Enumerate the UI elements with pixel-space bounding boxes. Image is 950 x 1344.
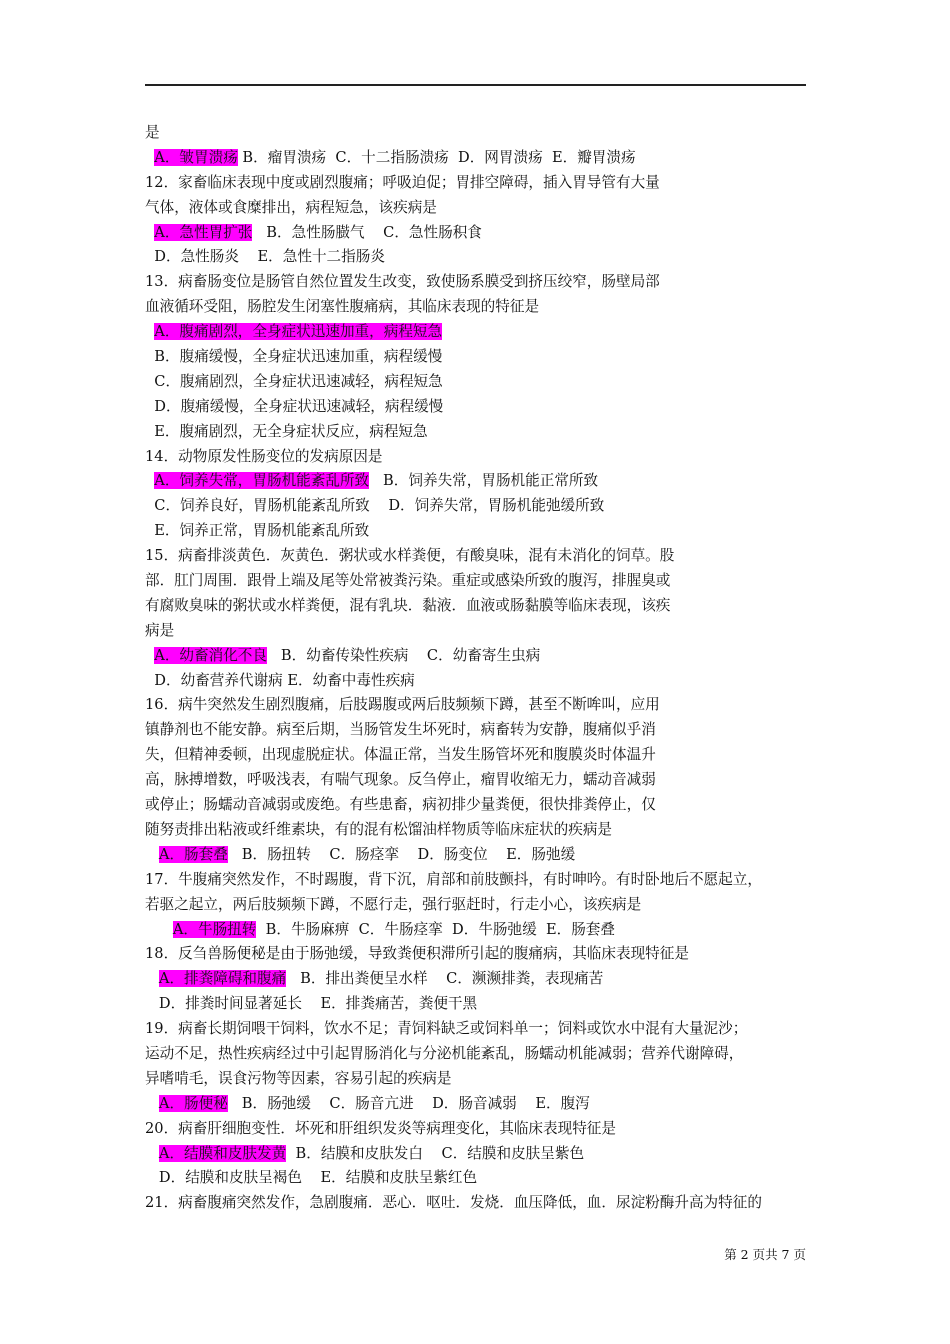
line-text: B．急性肠臌气 C．急性肠积食 [252, 223, 482, 241]
line-text: 13．病畜肠变位是肠管自然位置发生改变，致使肠系膜受到挤压绞窄，肠壁局部 [145, 273, 660, 291]
line-indent [145, 921, 173, 938]
line-text: 18．反刍兽肠便秘是由于肠弛缓，导致粪便积滞所引起的腹痛病，其临床表现特征是 [145, 945, 689, 963]
line-indent [145, 373, 154, 390]
line-text: 15．病畜排淡黄色．灰黄色．粥状或水样粪便，有酸臭味，混有未消化的饲草。股 [145, 547, 675, 565]
line-text: 17．牛腹痛突然发作，不时踢腹，背下沉，肩部和前肢颤抖，有时呻吟。有时卧地后不愿起立， [145, 870, 762, 888]
line-indent [145, 995, 159, 1012]
text-line [145, 868, 815, 893]
line-text: B．结膜和皮肤发白 C．结膜和皮肤呈紫色 [286, 1144, 585, 1162]
text-line [145, 221, 815, 246]
line-text: 16．病牛突然发生剧烈腹痛，后肢踢腹或两后肢频频下蹲，甚至不断哞叫，应用 [145, 696, 660, 714]
line-indent [145, 149, 154, 166]
line-text: D．幼畜营养代谢病 E．幼畜中毒性疾病 [154, 671, 415, 689]
line-indent [145, 472, 154, 489]
line-indent [145, 970, 159, 987]
text-line [145, 1191, 815, 1216]
text-line [145, 245, 815, 270]
text-line [145, 1067, 815, 1092]
line-indent [145, 1169, 159, 1186]
document-body [145, 121, 815, 1216]
text-line [145, 494, 815, 519]
highlighted-answer: A．皱胃溃疡 [154, 148, 238, 166]
text-line [145, 1166, 815, 1191]
text-line [145, 594, 815, 619]
text-line [145, 1117, 815, 1142]
line-text: 血液循环受阻，肠腔发生闭塞性腹痛病，其临床表现的特征是 [145, 298, 540, 316]
text-line [145, 320, 815, 345]
text-line [145, 1092, 815, 1117]
line-text: 是 [145, 124, 160, 141]
highlighted-answer: A．排粪障碍和腹痛 [158, 970, 287, 988]
text-line [145, 743, 815, 768]
line-text: B．肠弛缓 C．肠音亢进 D．肠音减弱 E．腹泻 [227, 1094, 590, 1112]
highlighted-answer: A．饲养失常，胃肠机能紊乱所致 [154, 472, 370, 490]
line-text: 镇静剂也不能安静。病至后期，当肠管发生坏死时，病畜转为安静，腹痛似乎消 [145, 721, 656, 739]
text-line [145, 967, 815, 992]
line-text: 14．动物原发性肠变位的发病原因是 [145, 447, 383, 465]
text-line [145, 619, 815, 644]
text-line [145, 469, 815, 494]
text-line [145, 693, 815, 718]
line-text: B．饲养失常，胃肠机能正常所致 [369, 472, 599, 490]
text-line [145, 918, 815, 943]
text-line [145, 818, 815, 843]
line-text: B．瘤胃溃疡 C．十二指肠溃疡 D．网胃溃疡 E．瓣胃溃疡 [237, 148, 636, 166]
line-text: C．腹痛剧烈，全身症状迅速减轻，病程短急 [154, 372, 443, 390]
line-indent [145, 423, 154, 440]
text-line [145, 196, 815, 221]
line-text: 部．肛门周围．跟骨上端及尾等处常被粪污染。重症或感染所致的腹泻，排腥臭或 [145, 572, 671, 590]
line-indent [145, 1095, 159, 1112]
highlighted-answer: A．肠便秘 [158, 1094, 228, 1112]
line-text: 运动不足，热性疾病经过中引起胃肠消化与分泌机能紊乱，肠蠕动机能减弱；营养代谢障碍， [145, 1044, 744, 1062]
highlighted-answer: A．腹痛剧烈，全身症状迅速加重，病程短急 [154, 323, 443, 341]
line-indent [145, 522, 154, 539]
line-text: D．腹痛缓慢，全身症状迅速减轻，病程缓慢 [154, 397, 444, 415]
line-indent [145, 1145, 159, 1162]
text-line [145, 1017, 815, 1042]
line-text: E．腹痛剧烈，无全身症状反应，病程短急 [154, 422, 428, 440]
highlighted-answer: A．结膜和皮肤发黄 [158, 1144, 287, 1162]
page-number: 第 2 页共 7 页 [724, 1247, 806, 1262]
line-text: 失，但精神委顿，出现虚脱症状。体温正常，当发生肠管坏死和腹膜炎时体温升 [145, 746, 656, 764]
text-line [145, 345, 815, 370]
text-line [145, 768, 815, 793]
highlighted-answer: A．肠套叠 [158, 845, 228, 863]
line-text: B．牛肠麻痹 C．牛肠痉挛 D．牛肠弛缓 E．肠套叠 [256, 920, 615, 938]
line-text: D．急性肠炎 E．急性十二指肠炎 [154, 248, 385, 266]
text-line [145, 843, 815, 868]
line-text: 病是 [145, 621, 175, 639]
line-text: B．腹痛缓慢，全身症状迅速加重，病程缓慢 [154, 348, 443, 366]
highlighted-answer: A．急性胃扩张 [154, 223, 253, 241]
text-line [145, 569, 815, 594]
highlighted-answer: A．幼畜消化不良 [154, 646, 267, 664]
line-text: 气体，液体或食糜排出，病程短急，该疾病是 [145, 198, 437, 216]
text-line [145, 544, 815, 569]
text-line [145, 1042, 815, 1067]
line-text: 高，脉搏增数，呼吸浅表，有喘气现象。反刍停止，瘤胃收缩无力，蠕动音减弱 [145, 771, 656, 789]
text-line [145, 893, 815, 918]
text-line [145, 146, 815, 171]
line-indent [145, 846, 159, 863]
line-indent [145, 497, 154, 514]
line-indent [145, 672, 154, 689]
line-text: E．饲养正常，胃肠机能紊乱所致 [154, 522, 370, 540]
text-line [145, 295, 815, 320]
line-text: D．结膜和皮肤呈褐色 E．结膜和皮肤呈紫红色 [158, 1169, 478, 1187]
text-line [145, 445, 815, 470]
line-text: 19．病畜长期饲喂干饲料，饮水不足；青饲料缺乏或饲料单一；饲料或饮水中混有大量泥沙； [145, 1020, 748, 1038]
text-line [145, 121, 815, 146]
line-text: B．肠扭转 C．肠痉挛 D．肠变位 E．肠弛缓 [227, 845, 576, 863]
line-text: 20．病畜肝细胞变性．坏死和肝组织发炎等病理变化，其临床表现特征是 [145, 1119, 616, 1137]
line-text: 异嗜啃毛，误食污物等因素，容易引起的疾病是 [145, 1069, 452, 1087]
line-indent [145, 224, 154, 241]
line-text: B．排出粪便呈水样 C．濒濒排粪，表现痛苦 [286, 970, 604, 988]
line-text: 随努责排出粘液或纤维素块，有的混有松馏油样物质等临床症状的疾病是 [145, 820, 613, 838]
line-text: B．幼畜传染性疾病 C．幼畜寄生虫病 [266, 646, 541, 664]
text-line [145, 942, 815, 967]
text-line [145, 420, 815, 445]
line-indent [145, 248, 154, 265]
line-text: 有腐败臭味的粥状或水样粪便，混有乳块．黏液．血液或肠黏膜等临床表现，该疾 [145, 596, 671, 614]
line-text: D．排粪时间显著延长 E．排粪痛苦，粪便干黑 [158, 995, 478, 1013]
line-indent [145, 398, 154, 415]
highlighted-answer: A．牛肠扭转 [172, 920, 257, 938]
text-line [145, 519, 815, 544]
text-line [145, 793, 815, 818]
line-text: 21．病畜腹痛突然发作，急剧腹痛．恶心．呕吐．发烧．血压降低，血．尿淀粉酶升高为特征的 [145, 1194, 762, 1212]
text-line [145, 669, 815, 694]
text-line [145, 395, 815, 420]
line-indent [145, 323, 154, 340]
text-line [145, 718, 815, 743]
line-text: C．饲养良好，胃肠机能紊乱所致 D．饲养失常，胃肠机能弛缓所致 [154, 497, 605, 515]
line-indent [145, 647, 154, 664]
line-text: 12．家畜临床表现中度或剧烈腹痛；呼吸迫促；胃排空障碍，插入胃导管有大量 [145, 173, 660, 191]
text-line [145, 370, 815, 395]
text-line [145, 644, 815, 669]
text-line [145, 1142, 815, 1167]
line-indent [145, 348, 154, 365]
line-text: 或停止；肠蠕动音减弱或废绝。有些患畜，病初排少量粪便，很快排粪停止，仅 [145, 796, 656, 814]
text-line [145, 992, 815, 1017]
text-line [145, 171, 815, 196]
header-rule [145, 84, 806, 86]
line-text: 若驱之起立，两后肢频频下蹲，不愿行走，强行驱赶时，行走小心，该疾病是 [145, 895, 642, 913]
text-line [145, 270, 815, 295]
